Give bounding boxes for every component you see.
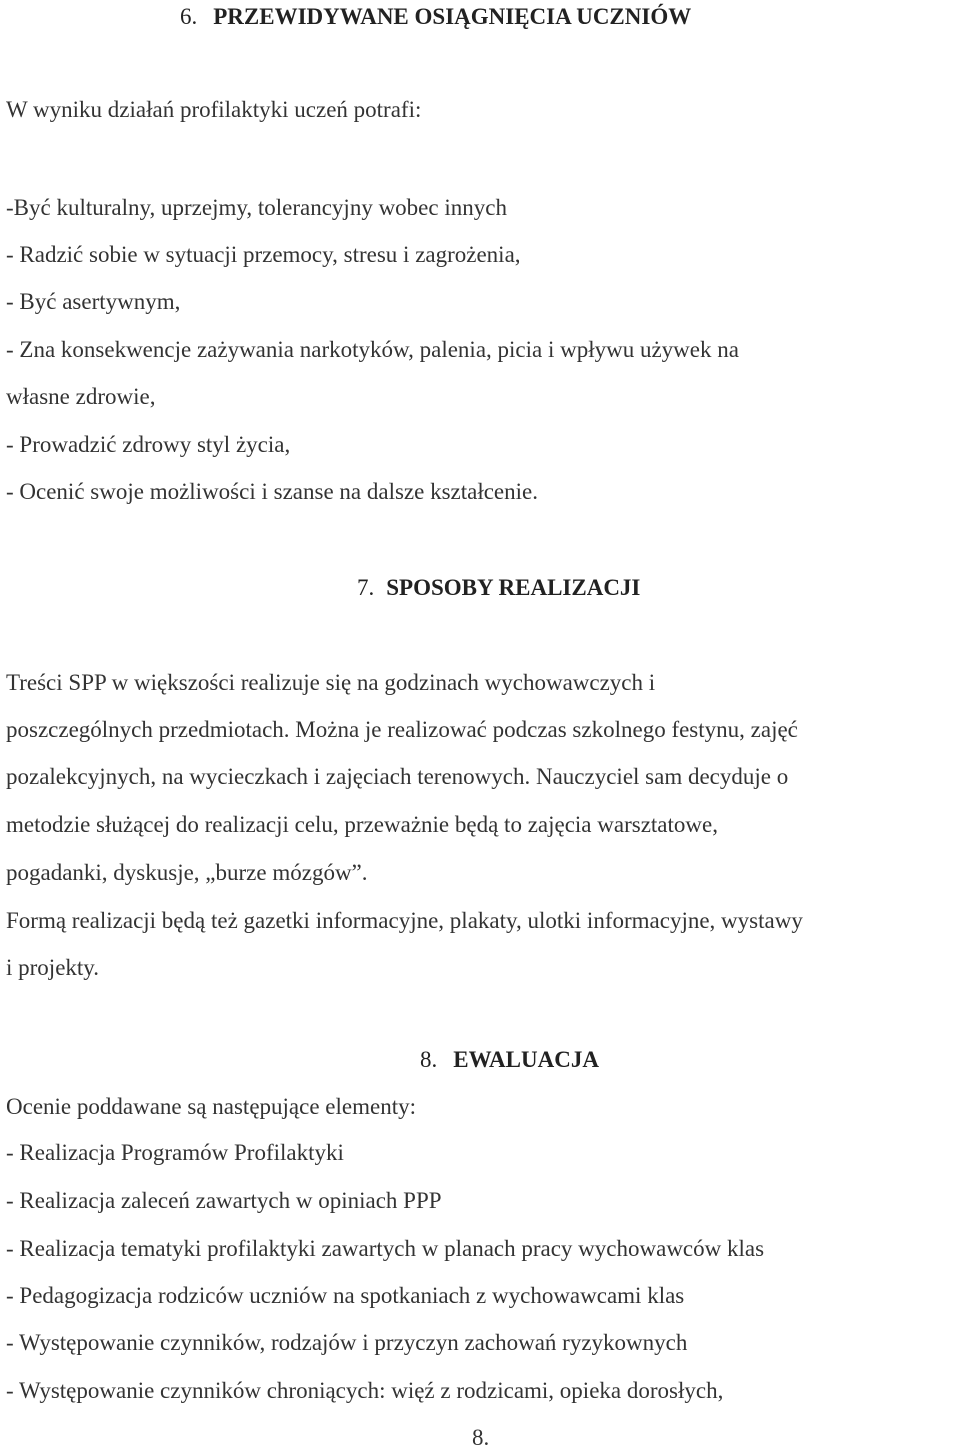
section-6-intro: W wyniku działań profilaktyki uczeń potrafi: — [6, 97, 422, 122]
section-7-line: poszczególnych przedmiotach. Można je realizować podczas szkolnego festynu, zajęć — [6, 717, 798, 742]
section-8-line: - Występowanie czynników chroniących: więź z rodzicami, opieka dorosłych, — [6, 1378, 724, 1403]
section-8-line: - Występowanie czynników, rodzajów i przyczyn zachowań ryzykownych — [6, 1330, 688, 1355]
section-7-line: metodzie służącej do realizacji celu, przeważnie będą to zajęcia warsztatowe, — [6, 812, 718, 837]
section-6-number: 6. — [180, 4, 198, 29]
section-6-line: -Być kulturalny, uprzejmy, tolerancyjny wobec innych — [6, 195, 507, 220]
section-7-line: pogadanki, dyskusje, „burze mózgów”. — [6, 860, 368, 885]
section-6-heading — [180, 5, 691, 28]
section-8-title: EWALUACJA — [453, 1047, 599, 1072]
section-6-line: - Radzić sobie w sytuacji przemocy, stresu i zagrożenia, — [6, 242, 521, 267]
section-8-line: - Realizacja Programów Profilaktyki — [6, 1140, 344, 1165]
section-7-number: 7. — [357, 575, 375, 600]
section-7-heading — [357, 576, 640, 599]
section-7-title: SPOSOBY REALIZACJI — [386, 575, 641, 600]
section-7-line: Formą realizacji będą też gazetki informacyjne, plakaty, ulotki informacyjne, wystawy — [6, 908, 803, 933]
section-7-line: pozalekcyjnych, na wycieczkach i zajęciach terenowych. Nauczyciel sam decyduje o — [6, 764, 789, 789]
section-7-line: i projekty. — [6, 955, 100, 980]
section-8-intro: Ocenie poddawane są następujące elementy: — [6, 1094, 416, 1119]
section-8-line: - Realizacja zaleceń zawartych w opiniach PPP — [6, 1188, 442, 1213]
section-6-title: PRZEWIDYWANE OSIĄGNIĘCIA UCZNIÓW — [213, 4, 692, 29]
section-6-line: - Prowadzić zdrowy styl życia, — [6, 432, 291, 457]
section-6-line: własne zdrowie, — [6, 384, 156, 409]
section-6-line: - Ocenić swoje możliwości i szanse na dalsze kształcenie. — [6, 479, 538, 504]
section-8-number: 8. — [420, 1047, 438, 1072]
section-6-line: - Być asertywnym, — [6, 289, 181, 314]
section-8-heading — [420, 1048, 599, 1071]
section-6-line: - Zna konsekwencje zażywania narkotyków, palenia, picia i wpływu używek na — [6, 337, 739, 362]
section-8-line: - Realizacja tematyki profilaktyki zawartych w planach pracy wychowawców klas — [6, 1236, 765, 1261]
page-number: 8. — [472, 1425, 490, 1450]
section-7-line: Treści SPP w większości realizuje się na godzinach wychowawczych i — [6, 670, 656, 695]
section-8-line: - Pedagogizacja rodziców uczniów na spotkaniach z wychowawcami klas — [6, 1283, 685, 1308]
